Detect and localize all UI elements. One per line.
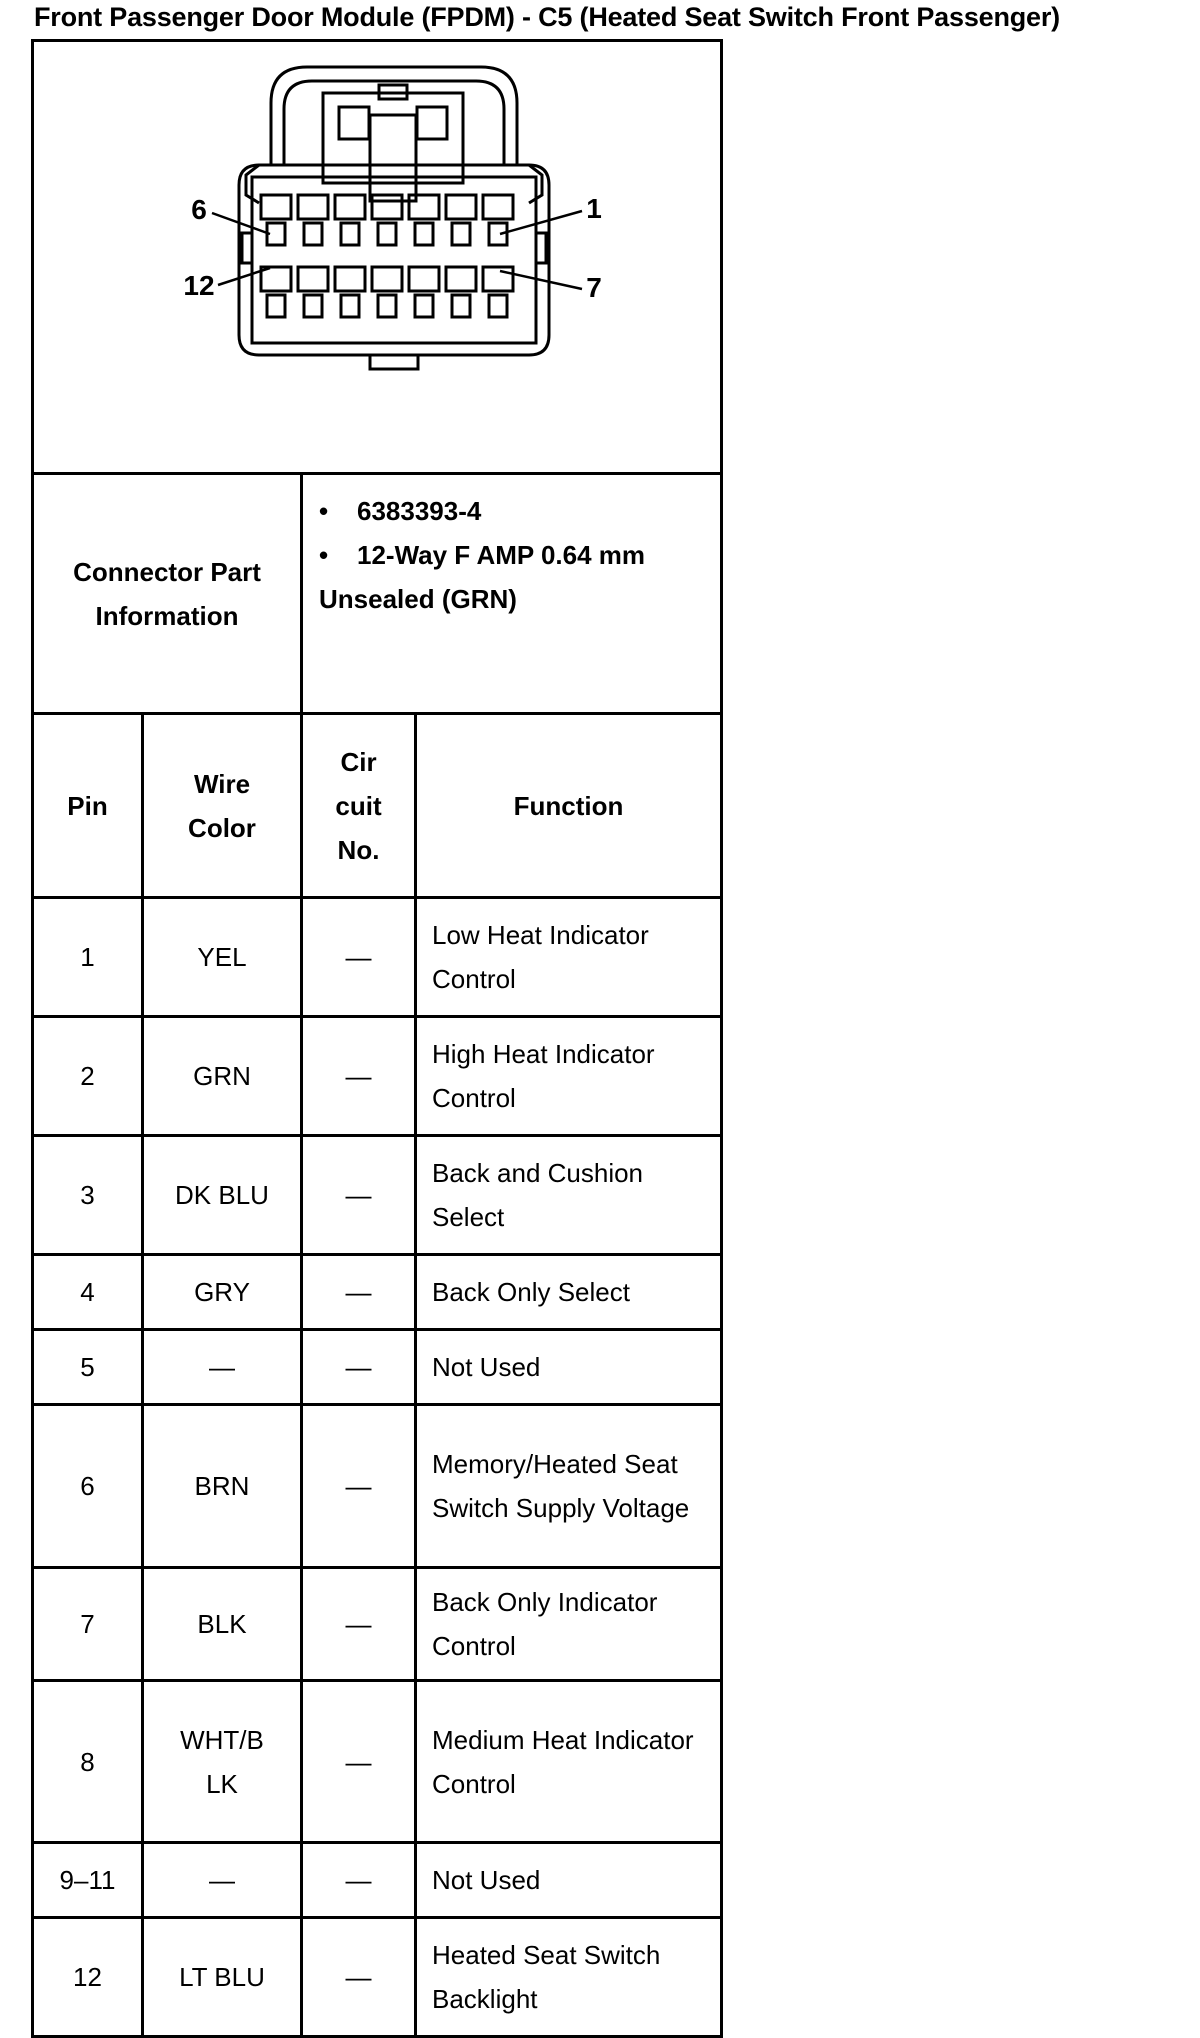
circuit-cell: — — [302, 1681, 416, 1843]
function-cell: Back Only Select — [416, 1255, 722, 1330]
pin-cell: 5 — [33, 1330, 143, 1405]
table-row — [33, 1918, 722, 2037]
header-wire-color: Wire Color — [143, 714, 302, 898]
table-row — [33, 1255, 722, 1330]
connector-description: 12-Way F AMP 0.64 mm Unsealed (GRN) — [319, 540, 646, 614]
circuit-cell: — — [302, 1918, 416, 2037]
function-cell: Not Used — [416, 1330, 722, 1405]
function-cell: Memory/Heated Seat Switch Supply Voltage — [416, 1405, 722, 1568]
pin-cell: 7 — [33, 1568, 143, 1681]
table-row — [33, 898, 722, 1017]
pin-cell: 2 — [33, 1017, 143, 1136]
connector-part-info-label: Connector Part Information — [33, 474, 302, 714]
circuit-cell: — — [302, 898, 416, 1017]
header-circuit-no: Cir cuit No. — [302, 714, 416, 898]
wire-color-cell: GRN — [143, 1017, 302, 1136]
circuit-cell: — — [302, 1017, 416, 1136]
pin-cell: 12 — [33, 1918, 143, 2037]
part-number: 6383393-4 — [357, 496, 482, 526]
circuit-cell: — — [302, 1330, 416, 1405]
wire-color-cell: YEL — [143, 898, 302, 1017]
circuit-cell: — — [302, 1405, 416, 1568]
table-row — [33, 1681, 722, 1843]
function-cell: Heated Seat Switch Backlight — [416, 1918, 722, 2037]
function-cell: Not Used — [416, 1843, 722, 1918]
function-cell: Low Heat Indicator Control — [416, 898, 722, 1017]
diagram-row — [33, 41, 722, 474]
circuit-cell: — — [302, 1255, 416, 1330]
pin-label-6: 6 — [191, 194, 207, 225]
pin-label-7: 7 — [586, 272, 602, 303]
part-info-item: • 12-Way F AMP 0.64 mm Unsealed (GRN) — [319, 540, 646, 614]
pin-cell: 9–11 — [33, 1843, 143, 1918]
table-row — [33, 1405, 722, 1568]
pin-cell: 3 — [33, 1136, 143, 1255]
document-title: Front Passenger Door Module (FPDM) - C5 (Heated Seat Switch Front Passenger) — [34, 2, 1060, 32]
wire-color-cell: BLK — [143, 1568, 302, 1681]
table-header-row — [33, 714, 722, 898]
header-pin: Pin — [33, 714, 143, 898]
wire-color-cell: — — [143, 1843, 302, 1918]
function-cell: Back Only Indicator Control — [416, 1568, 722, 1681]
pin-cavities — [261, 195, 513, 317]
table-row — [33, 1843, 722, 1918]
connector-diagram-cell — [33, 41, 722, 474]
header-function: Function — [416, 714, 722, 898]
connector-table — [31, 39, 723, 2038]
pin-label-1: 1 — [586, 193, 602, 224]
function-cell: High Heat Indicator Control — [416, 1017, 722, 1136]
table-row — [33, 1136, 722, 1255]
function-cell: Back and Cushion Select — [416, 1136, 722, 1255]
pin-cell: 1 — [33, 898, 143, 1017]
circuit-cell: — — [302, 1843, 416, 1918]
table-row — [33, 1330, 722, 1405]
pin-label-12: 12 — [183, 270, 215, 301]
circuit-cell: — — [302, 1136, 416, 1255]
wire-color-cell: GRY — [143, 1255, 302, 1330]
pin-cell: 6 — [33, 1405, 143, 1568]
circuit-cell: — — [302, 1568, 416, 1681]
table-row — [33, 1568, 722, 1681]
pin-cell: 4 — [33, 1255, 143, 1330]
wire-color-cell: LT BLU — [143, 1918, 302, 2037]
connector-part-info-value — [302, 474, 722, 714]
pin-cell: 8 — [33, 1681, 143, 1843]
wire-color-cell: — — [143, 1330, 302, 1405]
wire-color-cell: DK BLU — [143, 1136, 302, 1255]
wire-color-cell: WHT/B LK — [143, 1681, 302, 1843]
wire-color-cell: BRN — [143, 1405, 302, 1568]
function-cell: Medium Heat Indicator Control — [416, 1681, 722, 1843]
connector-info-row — [33, 474, 722, 714]
part-info-item: • 6383393-4 — [319, 496, 482, 526]
connector-face-diagram — [34, 45, 717, 469]
table-row — [33, 1017, 722, 1136]
